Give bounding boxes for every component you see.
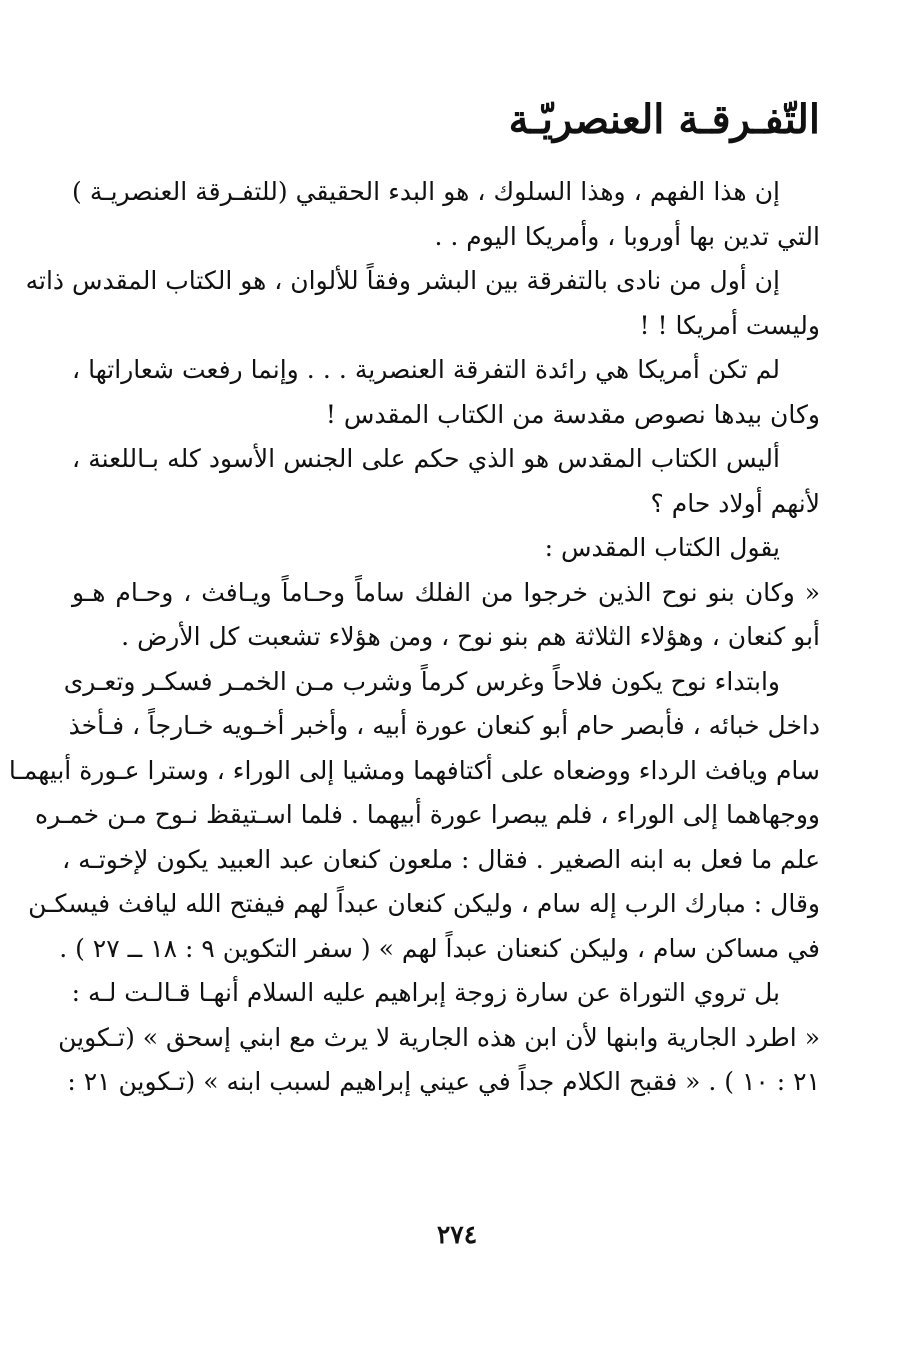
book-page (8, 70, 820, 1310)
text-line: إن هذا الفهم ، وهذا السلوك ، هو البدء الحقيقي (للتفـرقة العنصريـة ) (72, 177, 780, 206)
page-title: التّفـرقـة العنصريّـة (508, 96, 820, 143)
text-line: داخل خبائه ، فأبصر حام أبو كنعان عورة أبيه ، وأخبر أخـويه خـارجاً ، فـأخذ (68, 711, 820, 740)
text-line: يقول الكتاب المقدس : (544, 533, 780, 562)
text-line: وقال : مبارك الرب إله سام ، وليكن كنعان عبداً لهم فيفتح الله ليافث فيسكـن (28, 889, 820, 918)
body-text (8, 170, 820, 1105)
text-line: لأنهم أولاد حام ؟ (650, 488, 820, 518)
text-line: سام ويافث الرداء ووضعاه على أكتافهما ومشيا إلى الوراء ، وسترا عـورة أبيهمـا (8, 755, 820, 785)
text-line: في مساكن سام ، وليكن كنعنان عبداً لهم » ( سفر التكوين ٩ : ١٨ ــ ٢٧ ) . (59, 933, 820, 963)
text-line: وليست أمريكا ! ! (639, 310, 820, 340)
text-line: التي تدين بها أوروبا ، وأمريكا اليوم . . (434, 221, 820, 251)
page-number: ٢٧٤ (436, 1220, 478, 1249)
text-line: وابتداء نوح يكون فلاحاً وغرس كرماً وشرب مـن الخمـر فسكـر وتعـرى (63, 666, 780, 696)
text-line: « اطرد الجارية وابنها لأن ابن هذه الجارية لا يرث مع ابني إسحق » (تـكوين (58, 1022, 820, 1052)
text-line: ووجهاهما إلى الوراء ، فلم يبصرا عورة أبيهما . فلما اسـتيقظ نـوح مـن خمـره (35, 800, 820, 829)
text-line: وكان بيدها نصوص مقدسة من الكتاب المقدس ! (325, 399, 820, 429)
text-line: أليس الكتاب المقدس هو الذي حكم على الجنس الأسود كله بـاللعنة ، (72, 444, 780, 473)
text-line: « وكان بنو نوح الذين خرجوا من الفلك ساماً وحـاماً ويـافث ، وحـام هـو (72, 577, 820, 607)
text-line: إن أول من نادى بالتفرقة بين البشر وفقاً للألوان ، هو الكتاب المقدس ذاته (25, 266, 780, 295)
text-line: أبو كنعان ، وهؤلاء الثلاثة هم بنو نوح ، ومن هؤلاء تشعبت كل الأرض . (121, 622, 820, 651)
text-line: بل تروي التوراة عن سارة زوجة إبراهيم عليه السلام أنهـا قـالـت لـه : (71, 978, 780, 1007)
text-line: ٢١ : ١٠ ) . « فقبح الكلام جداً في عيني إبراهيم لسبب ابنه » (تـكوين ٢١ : (67, 1067, 820, 1096)
text-line: علم ما فعل به ابنه الصغير . فقال : ملعون كنعان عبد العبيد يكون لإخوتـه ، (62, 844, 820, 874)
text-line: لم تكن أمريكا هي رائدة التفرقة العنصرية . . . وإنما رفعت شعاراتها ، (72, 355, 780, 384)
